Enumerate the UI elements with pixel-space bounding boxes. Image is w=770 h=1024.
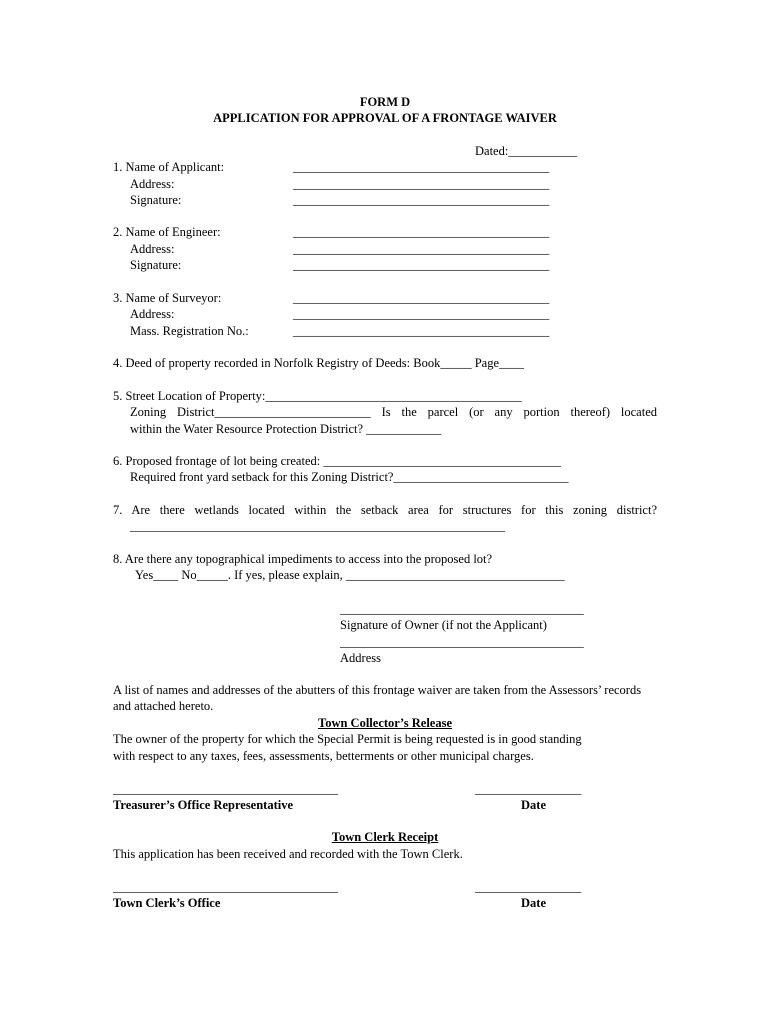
- surveyor-registration-label: Mass. Registration No.:: [130, 324, 249, 338]
- deed-item[interactable]: 4. Deed of property recorded in Norfolk Registry of Deeds: Book_____ Page____: [113, 356, 525, 370]
- clerk-heading: Town Clerk Receipt: [331, 830, 439, 844]
- surveyor-registration-line[interactable]: _________________________________________: [293, 324, 550, 338]
- applicant-signature-label: Signature:: [130, 193, 182, 207]
- owner-signature-label: Signature of Owner (if not the Applicant): [340, 618, 547, 632]
- water-protection-item[interactable]: within the Water Resource Protection District? ____________: [130, 422, 442, 436]
- treasurer-label: Treasurer’s Office Representative: [113, 798, 294, 812]
- collector-heading: Town Collector’s Release: [318, 716, 452, 730]
- engineer-name-line[interactable]: _________________________________________: [293, 225, 550, 239]
- frontage-item[interactable]: 6. Proposed frontage of lot being created: ______________________________________: [113, 454, 561, 468]
- surveyor-address-label: Address:: [130, 307, 175, 321]
- form-title: APPLICATION FOR APPROVAL OF A FRONTAGE WAIVER: [213, 111, 557, 125]
- applicant-signature-line[interactable]: _________________________________________: [293, 193, 550, 207]
- setback-item[interactable]: Required front yard setback for this Zoning District?____________________________: [130, 470, 569, 484]
- wetlands-answer-line[interactable]: ____________________________________________________________: [130, 519, 505, 533]
- applicant-address-label: Address:: [130, 177, 175, 191]
- applicant-name-label: 1. Name of Applicant:: [113, 160, 225, 174]
- zoning-district-item[interactable]: Zoning District_________________________ Is the parcel (or any portion thereof) located: [130, 405, 657, 419]
- engineer-address-label: Address:: [130, 242, 175, 256]
- engineer-signature-label: Signature:: [130, 258, 182, 272]
- owner-address-line[interactable]: _______________________________________: [340, 635, 584, 649]
- treasurer-date-line[interactable]: _________________: [475, 782, 582, 796]
- topographical-question: 8. Are there any topographical impediments to access into the proposed lot?: [113, 552, 493, 566]
- surveyor-name-label: 3. Name of Surveyor:: [113, 291, 222, 305]
- dated-field[interactable]: Dated:___________: [475, 144, 578, 158]
- form-id: FORM D: [359, 95, 411, 109]
- engineer-address-line[interactable]: _________________________________________: [293, 242, 550, 256]
- clerk-signature-line[interactable]: ____________________________________: [113, 880, 338, 894]
- wetlands-question: 7. Are there wetlands located within the setback area for structures for this zoning district?: [113, 503, 657, 517]
- clerk-text: This application has been received and recorded with the Town Clerk.: [113, 847, 463, 861]
- owner-address-label: Address: [340, 651, 381, 665]
- treasurer-signature-line[interactable]: ____________________________________: [113, 782, 338, 796]
- treasurer-date-label: Date: [521, 798, 546, 812]
- engineer-name-label: 2. Name of Engineer:: [113, 225, 221, 239]
- collector-text-1: The owner of the property for which the Special Permit is being requested is in good standing: [113, 732, 582, 746]
- surveyor-name-line[interactable]: _________________________________________: [293, 291, 550, 305]
- owner-signature-line[interactable]: _______________________________________: [340, 602, 584, 616]
- surveyor-address-line[interactable]: _________________________________________: [293, 307, 550, 321]
- topographical-answer[interactable]: Yes____ No_____. If yes, please explain, ___________________________________: [135, 568, 565, 582]
- engineer-signature-line[interactable]: _________________________________________: [293, 258, 550, 272]
- applicant-address-line[interactable]: _________________________________________: [293, 177, 550, 191]
- clerk-date-label: Date: [521, 896, 546, 910]
- collector-text-2: with respect to any taxes, fees, assessments, betterments or other municipal charges.: [113, 749, 534, 763]
- clerk-date-line[interactable]: _________________: [475, 880, 582, 894]
- street-location-item[interactable]: 5. Street Location of Property:_________________________________________: [113, 389, 522, 403]
- abutters-paragraph: A list of names and addresses of the abutters of this frontage waiver are taken from the Assessors’ records and attached hereto.: [113, 683, 642, 713]
- clerk-office-label: Town Clerk’s Office: [113, 896, 221, 910]
- applicant-name-line[interactable]: _________________________________________: [293, 160, 550, 174]
